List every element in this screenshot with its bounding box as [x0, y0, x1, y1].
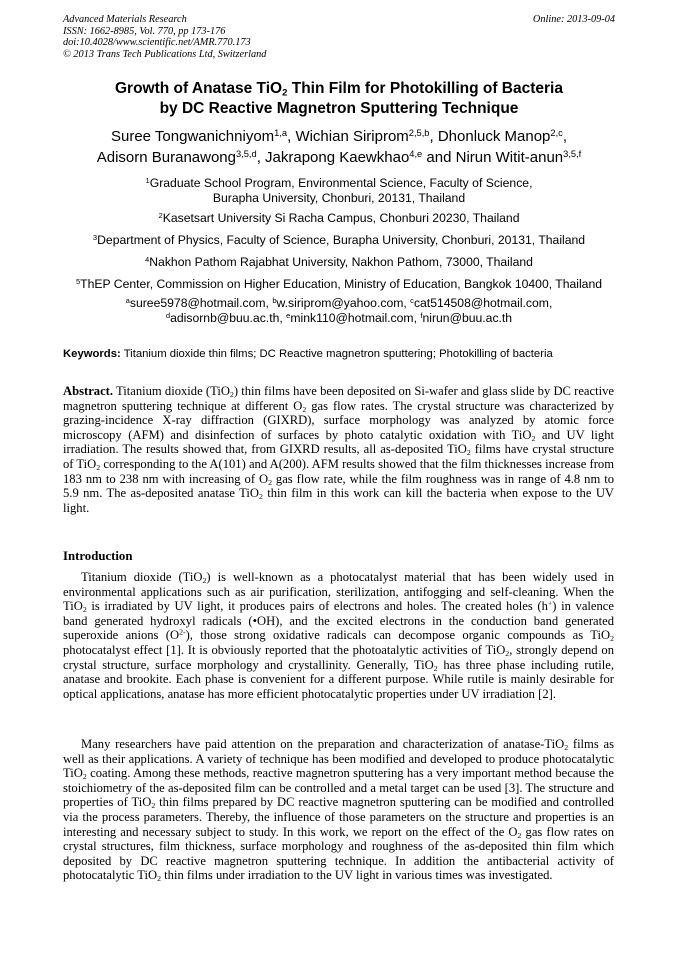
email-mark: c — [410, 295, 414, 305]
affiliation-5 — [55, 277, 623, 292]
email-mark: b — [272, 295, 277, 305]
introduction-paragraph-1 — [63, 570, 614, 701]
author-emails: $^a$suree5978@hotmail.com, $^b$w.siriprom@yahoo.com, $^c$cat514508@hotmail.com, $^d$adisornb@buu.ac.th, $^e$mink110@hotmail.com, $^f$nirun@buu.ac.th — [125, 295, 553, 326]
paragraph-text: coating. Among these methods, reactive magnetron sputtering has a very important method because the stoichiometry of the as-deposited film can be controlled and a metal target can be used [3]. The structure and properties of TiO — [63, 766, 614, 810]
affiliation-text: Department of Physics, Faculty of Science, Burapha University, Chonburi, 20131, Thailand — [97, 233, 586, 247]
paragraph-text: has three phase including rutile, anatase and brookite. Each phase is convenient for a different purpose. While rutile is mainly desirable for optical applications, anatase has more efficient photocatalytic properties under UV irradiation [2]. — [63, 657, 614, 701]
email-mark: f — [420, 311, 423, 321]
author-affiliation-mark: 2,c — [550, 127, 563, 138]
affiliation-1 — [55, 176, 623, 206]
affiliation-3 — [55, 233, 623, 248]
paragraph-text: gas flow rates on crystal structures, film thickness, surface morphology and roughness of the as-deposited thin film which deposited by DC reactive magnetron sputtering technique. In addition the antibacterial activity of photocatalytic TiO — [63, 824, 614, 883]
subscript: 2 — [505, 648, 510, 658]
title-subscript: 2 — [282, 87, 288, 99]
superscript: 2- — [179, 628, 186, 638]
journal-doi[interactable]: doi:10.4028/www.scientific.net/AMR.770.173 — [63, 37, 251, 49]
abstract-text: thin film in this work can kill the bacteria when expose to the UV light. — [63, 486, 615, 515]
abstract-text: Titanium dioxide (TiO — [113, 384, 230, 398]
introduction-paragraph-2 — [63, 737, 614, 883]
email-mark: d — [165, 311, 171, 321]
author-affiliation-mark: 2,5,b — [408, 127, 430, 138]
title-text: Growth of Anatase TiO — [115, 80, 283, 97]
affiliation-4 — [55, 255, 623, 270]
subscript: 2 — [268, 477, 272, 487]
superscript: + — [547, 598, 553, 608]
affiliation-number: 2 — [158, 210, 163, 220]
keywords — [63, 347, 623, 361]
online-date: Online: 2013-09-04 — [532, 14, 615, 25]
title-line-1 — [60, 79, 618, 99]
paragraph-text: thin films prepared by DC reactive magnetron sputtering can be modified and controlled via the process parameters. Thereby, the influence of those parameters on the structure and properties is an interesting and necessary subject to study. In this work, we report on the effect of the O — [63, 795, 614, 839]
subscript: 2 — [433, 663, 438, 673]
journal-copyright: © 2013 Trans Tech Publications Ltd, Switzerland — [63, 48, 267, 60]
author-name: Adisorn Buranawong — [96, 148, 236, 166]
author-list — [60, 127, 618, 168]
affiliation-number: 4 — [145, 254, 150, 264]
journal-header — [63, 14, 615, 60]
abstract-text: films have crystal structure of TiO — [63, 442, 614, 471]
author-affiliation-mark: 3,5,d — [236, 148, 257, 159]
affiliation-text: Burapha University, Chonburi, 20131, Thailand — [212, 191, 466, 206]
author-affiliation-mark: 4,e — [409, 148, 423, 159]
paragraph-text: Many researchers have paid attention on the preparation and characterization of anatase-TiO — [81, 737, 565, 751]
subscript: 2 — [82, 605, 87, 615]
abstract-text: gas flow rates. The crystal structure was characterized by grazing-incidence X-ray diffraction (GIXRD), surface morphology was analyzed by atomic force microscopy (AFM) and disinfection of surfaces by photo catalytic oxidation with TiO — [63, 398, 614, 442]
email-link[interactable]: mink110@hotmail.com — [290, 311, 414, 326]
subscript: 2 — [517, 830, 522, 840]
subscript: 2 — [151, 801, 156, 811]
subscript: 2 — [610, 634, 614, 644]
abstract-text: corresponding to the A(101) and A(200). AFM results showed that the film thicknesses increase from 183 nm to 238 nm with increasing of O — [63, 456, 614, 486]
author-affiliation-mark: 1,a — [274, 127, 288, 138]
paragraph-text: ), those strong oxidative radicals can decompose organic compounds as TiO — [185, 628, 611, 643]
affiliation-2 — [55, 211, 623, 226]
author-name: Dhonluck Manop — [437, 128, 551, 145]
author-separator: , — [256, 148, 266, 166]
paper-title — [60, 79, 618, 119]
abstract-text: gas flow rate, while the film roughness was in range of 4.8 nm to 5.9 nm. The as-deposited anatase TiO — [63, 471, 614, 501]
email-link[interactable]: nirun@buu.ac.th — [422, 311, 513, 326]
abstract — [63, 384, 614, 515]
email-link[interactable]: suree5978@hotmail.com — [129, 296, 266, 310]
abstract-label: Abstract. — [63, 384, 114, 398]
abstract-text: and UV light irradiation. The results showed that, from GIXRD results, all as-deposited TiO — [63, 427, 614, 457]
email-mark: a — [125, 295, 130, 305]
affiliation-text: ThEP Center, Commission on Higher Education, Ministry of Education, Bangkok 10400, Thailand — [80, 277, 603, 291]
affiliation-text: Nakhon Pathom Rajabhat University, Nakhon Pathom, 73000, Thailand — [149, 255, 533, 269]
subscript: 2 — [96, 462, 101, 472]
paragraph-text: ) is well-known as a photocatalyst material that has been widely used in environmental applications such as air purification, sterilization, antifogging and self-cleaning. When the TiO — [63, 570, 614, 614]
subscript: 2 — [82, 772, 87, 782]
subscript: 2 — [202, 575, 207, 585]
section-heading-introduction: Introduction — [63, 549, 133, 563]
affiliation-text: Graduate School Program, Environmental Science, Faculty of Science, — [149, 176, 533, 190]
paragraph-text: is irradiated by UV light, it produces pairs of electrons and holes. The created holes (h — [86, 599, 548, 614]
author-name: Wichian Siriprom — [295, 128, 409, 145]
keywords-label: Keywords: — [63, 348, 121, 360]
author-name: Nirun Witit-anun — [455, 148, 564, 166]
paragraph-text: ) in valence band generated hydroxyl radicals (•OH), and the excited electrons in the conduction band generated superoxide anions (O — [63, 599, 614, 643]
email-link[interactable]: w.siriprom@yahoo.com — [276, 296, 404, 310]
subscript: 2 — [466, 448, 471, 458]
paragraph-text: Titanium dioxide (TiO — [81, 570, 203, 584]
author-separator: , — [429, 128, 438, 145]
email-link[interactable]: adisornb@buu.ac.th — [170, 311, 280, 326]
abstract-text: ) thin films have been deposited on Si-wafer and glass slide by DC reactive magnetron sputtering technique at different O — [63, 384, 614, 413]
paragraph-text: films as well as their applications. A variety of technique has been modified and developed to produce photocatalytic TiO — [63, 737, 614, 781]
author-separator: , — [562, 128, 567, 145]
subscript: 2 — [531, 433, 536, 443]
author-name: Suree Tongwanichniyom — [111, 128, 275, 145]
subscript: 2 — [564, 742, 569, 752]
affiliation-number: 5 — [75, 276, 81, 286]
title-line-2: by DC Reactive Magnetron Sputtering Technique — [159, 100, 519, 117]
affiliation-number: 3 — [92, 232, 98, 242]
author-separator: and — [422, 148, 456, 166]
keywords-text: Titanium dioxide thin films; DC Reactive magnetron sputtering; Photokilling of bacteria — [120, 348, 553, 360]
title-text: Thin Film for Photokilling of Bacteria — [287, 80, 563, 97]
author-affiliation-mark: 3,5,f — [563, 148, 582, 159]
email-mark: e — [286, 311, 291, 321]
author-name: Jakrapong Kaewkhao — [265, 148, 410, 166]
author-line-2 — [60, 148, 618, 169]
journal-name: Advanced Materials Research — [63, 14, 187, 25]
author-line-1 — [60, 127, 618, 148]
affiliation-text: Kasetsart University Si Racha Campus, Chonburi 20230, Thailand — [162, 211, 520, 225]
subscript: 2 — [229, 389, 234, 399]
subscript: 2 — [258, 492, 263, 502]
email-link[interactable]: cat514508@hotmail.com — [413, 296, 549, 310]
subscript: 2 — [302, 404, 307, 414]
paragraph-text: photocatalyst effect [1]. It is obviously reported that the photoatalytic activities of TiO — [63, 642, 506, 657]
author-separator: , — [287, 128, 296, 145]
paragraph-text: , strongly depend on crystal structure, surface morphology and crystallinity. Generally, TiO — [63, 642, 614, 672]
journal-issn: ISSN: 1662-8985, Vol. 770, pp 173-176 — [63, 25, 226, 37]
subscript: 2 — [157, 874, 162, 884]
paragraph-text: thin films under irradiation to the UV light in various times was investigated. — [161, 868, 553, 883]
affiliation-number: 1 — [145, 175, 150, 185]
